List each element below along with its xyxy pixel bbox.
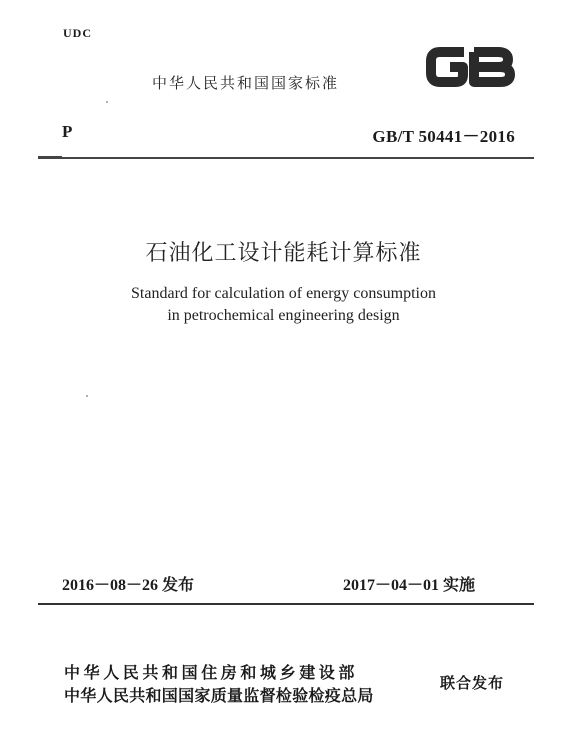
title-english-line1: Standard for calculation of energy consumption bbox=[131, 285, 436, 302]
scan-speck bbox=[86, 395, 88, 397]
standard-number: GB/T 50441－2016 bbox=[372, 127, 515, 146]
gb-logo bbox=[424, 43, 516, 91]
top-divider bbox=[38, 157, 534, 159]
title-chinese: 石油化工设计能耗计算标准 bbox=[145, 241, 422, 266]
title-english-line2: in petrochemical engineering design bbox=[167, 307, 400, 324]
joint-release-label: 联合发布 bbox=[440, 674, 505, 692]
udc-label: UDC bbox=[63, 26, 92, 40]
gb-logo-g-mark bbox=[431, 52, 464, 82]
issuer-aqsiq: 中华人民共和国国家质量监督检验检疫总局 bbox=[64, 686, 374, 705]
gb-logo-b-mark bbox=[474, 52, 510, 82]
top-divider-accent bbox=[38, 156, 62, 159]
scan-speck bbox=[106, 101, 108, 103]
issuer-ministry-housing: 中华人民共和国住房和城乡建设部 bbox=[64, 663, 359, 682]
title-english bbox=[0, 283, 567, 327]
implementation-date: 2017－04－01 实施 bbox=[343, 577, 476, 594]
category-code: P bbox=[62, 122, 73, 141]
national-standard-label: 中华人民共和国国家标准 bbox=[152, 74, 340, 92]
gb-logo-text: GB bbox=[424, 43, 426, 44]
issue-date: 2016－08－26 发布 bbox=[62, 577, 195, 594]
bottom-divider bbox=[38, 603, 534, 605]
